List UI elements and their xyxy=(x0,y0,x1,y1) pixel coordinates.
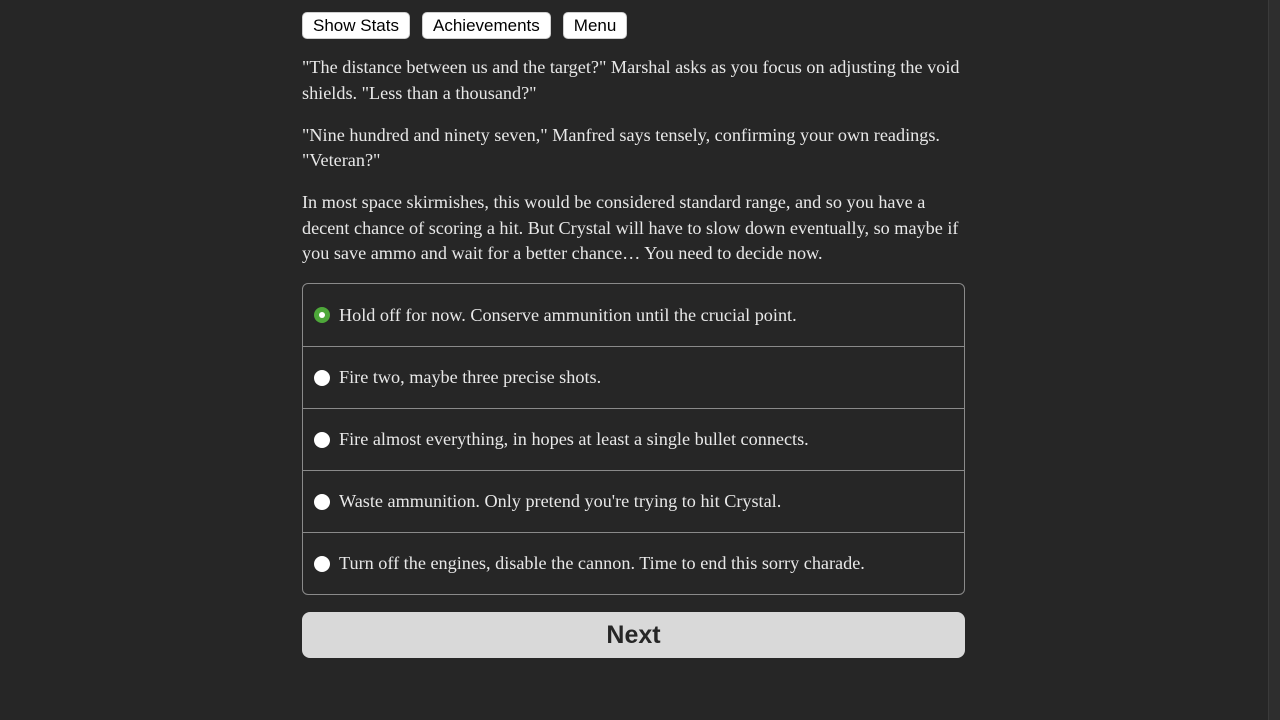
story-text xyxy=(302,55,965,267)
scrollbar[interactable] xyxy=(1268,0,1280,720)
radio-icon[interactable] xyxy=(314,370,330,386)
choice-label: Hold off for now. Conserve ammunition until the crucial point. xyxy=(339,304,797,325)
story-paragraph: "The distance between us and the target?" Marshal asks as you focus on adjusting the void shields. "Less than a thousand?" xyxy=(302,57,960,103)
game-content xyxy=(302,12,965,658)
choice-label: Turn off the engines, disable the cannon. Time to end this sorry charade. xyxy=(339,553,865,573)
story-paragraph: In most space skirmishes, this would be considered standard range, and so you have a decent chance of scoring a hit. But Crystal will have to slow down eventually, so maybe if you save ammo and wait for a better chance… You need to decide now. xyxy=(302,192,959,263)
choice-label: Waste ammunition. Only pretend you're trying to hit Crystal. xyxy=(339,491,782,511)
choice-option[interactable] xyxy=(303,532,964,594)
choice-option[interactable] xyxy=(303,346,964,408)
menu-button[interactable]: Menu xyxy=(563,12,628,39)
choice-label: Fire two, maybe three precise shots. xyxy=(339,367,602,387)
next-button[interactable]: Next xyxy=(302,612,965,658)
choice-list xyxy=(302,283,965,595)
toolbar xyxy=(302,12,965,39)
choice-option[interactable] xyxy=(303,408,964,470)
radio-icon[interactable] xyxy=(314,494,330,510)
radio-icon[interactable] xyxy=(314,556,330,572)
choice-option[interactable] xyxy=(303,284,964,346)
show-stats-button[interactable]: Show Stats xyxy=(302,12,410,39)
radio-selected-icon[interactable] xyxy=(314,307,330,323)
choice-label: Fire almost everything, in hopes at least a single bullet connects. xyxy=(339,429,809,449)
story-paragraph: "Nine hundred and ninety seven," Manfred says tensely, confirming your own readings. "Veteran?" xyxy=(302,124,940,170)
radio-icon[interactable] xyxy=(314,432,330,448)
achievements-button[interactable]: Achievements xyxy=(422,12,551,39)
choice-option[interactable] xyxy=(303,470,964,532)
